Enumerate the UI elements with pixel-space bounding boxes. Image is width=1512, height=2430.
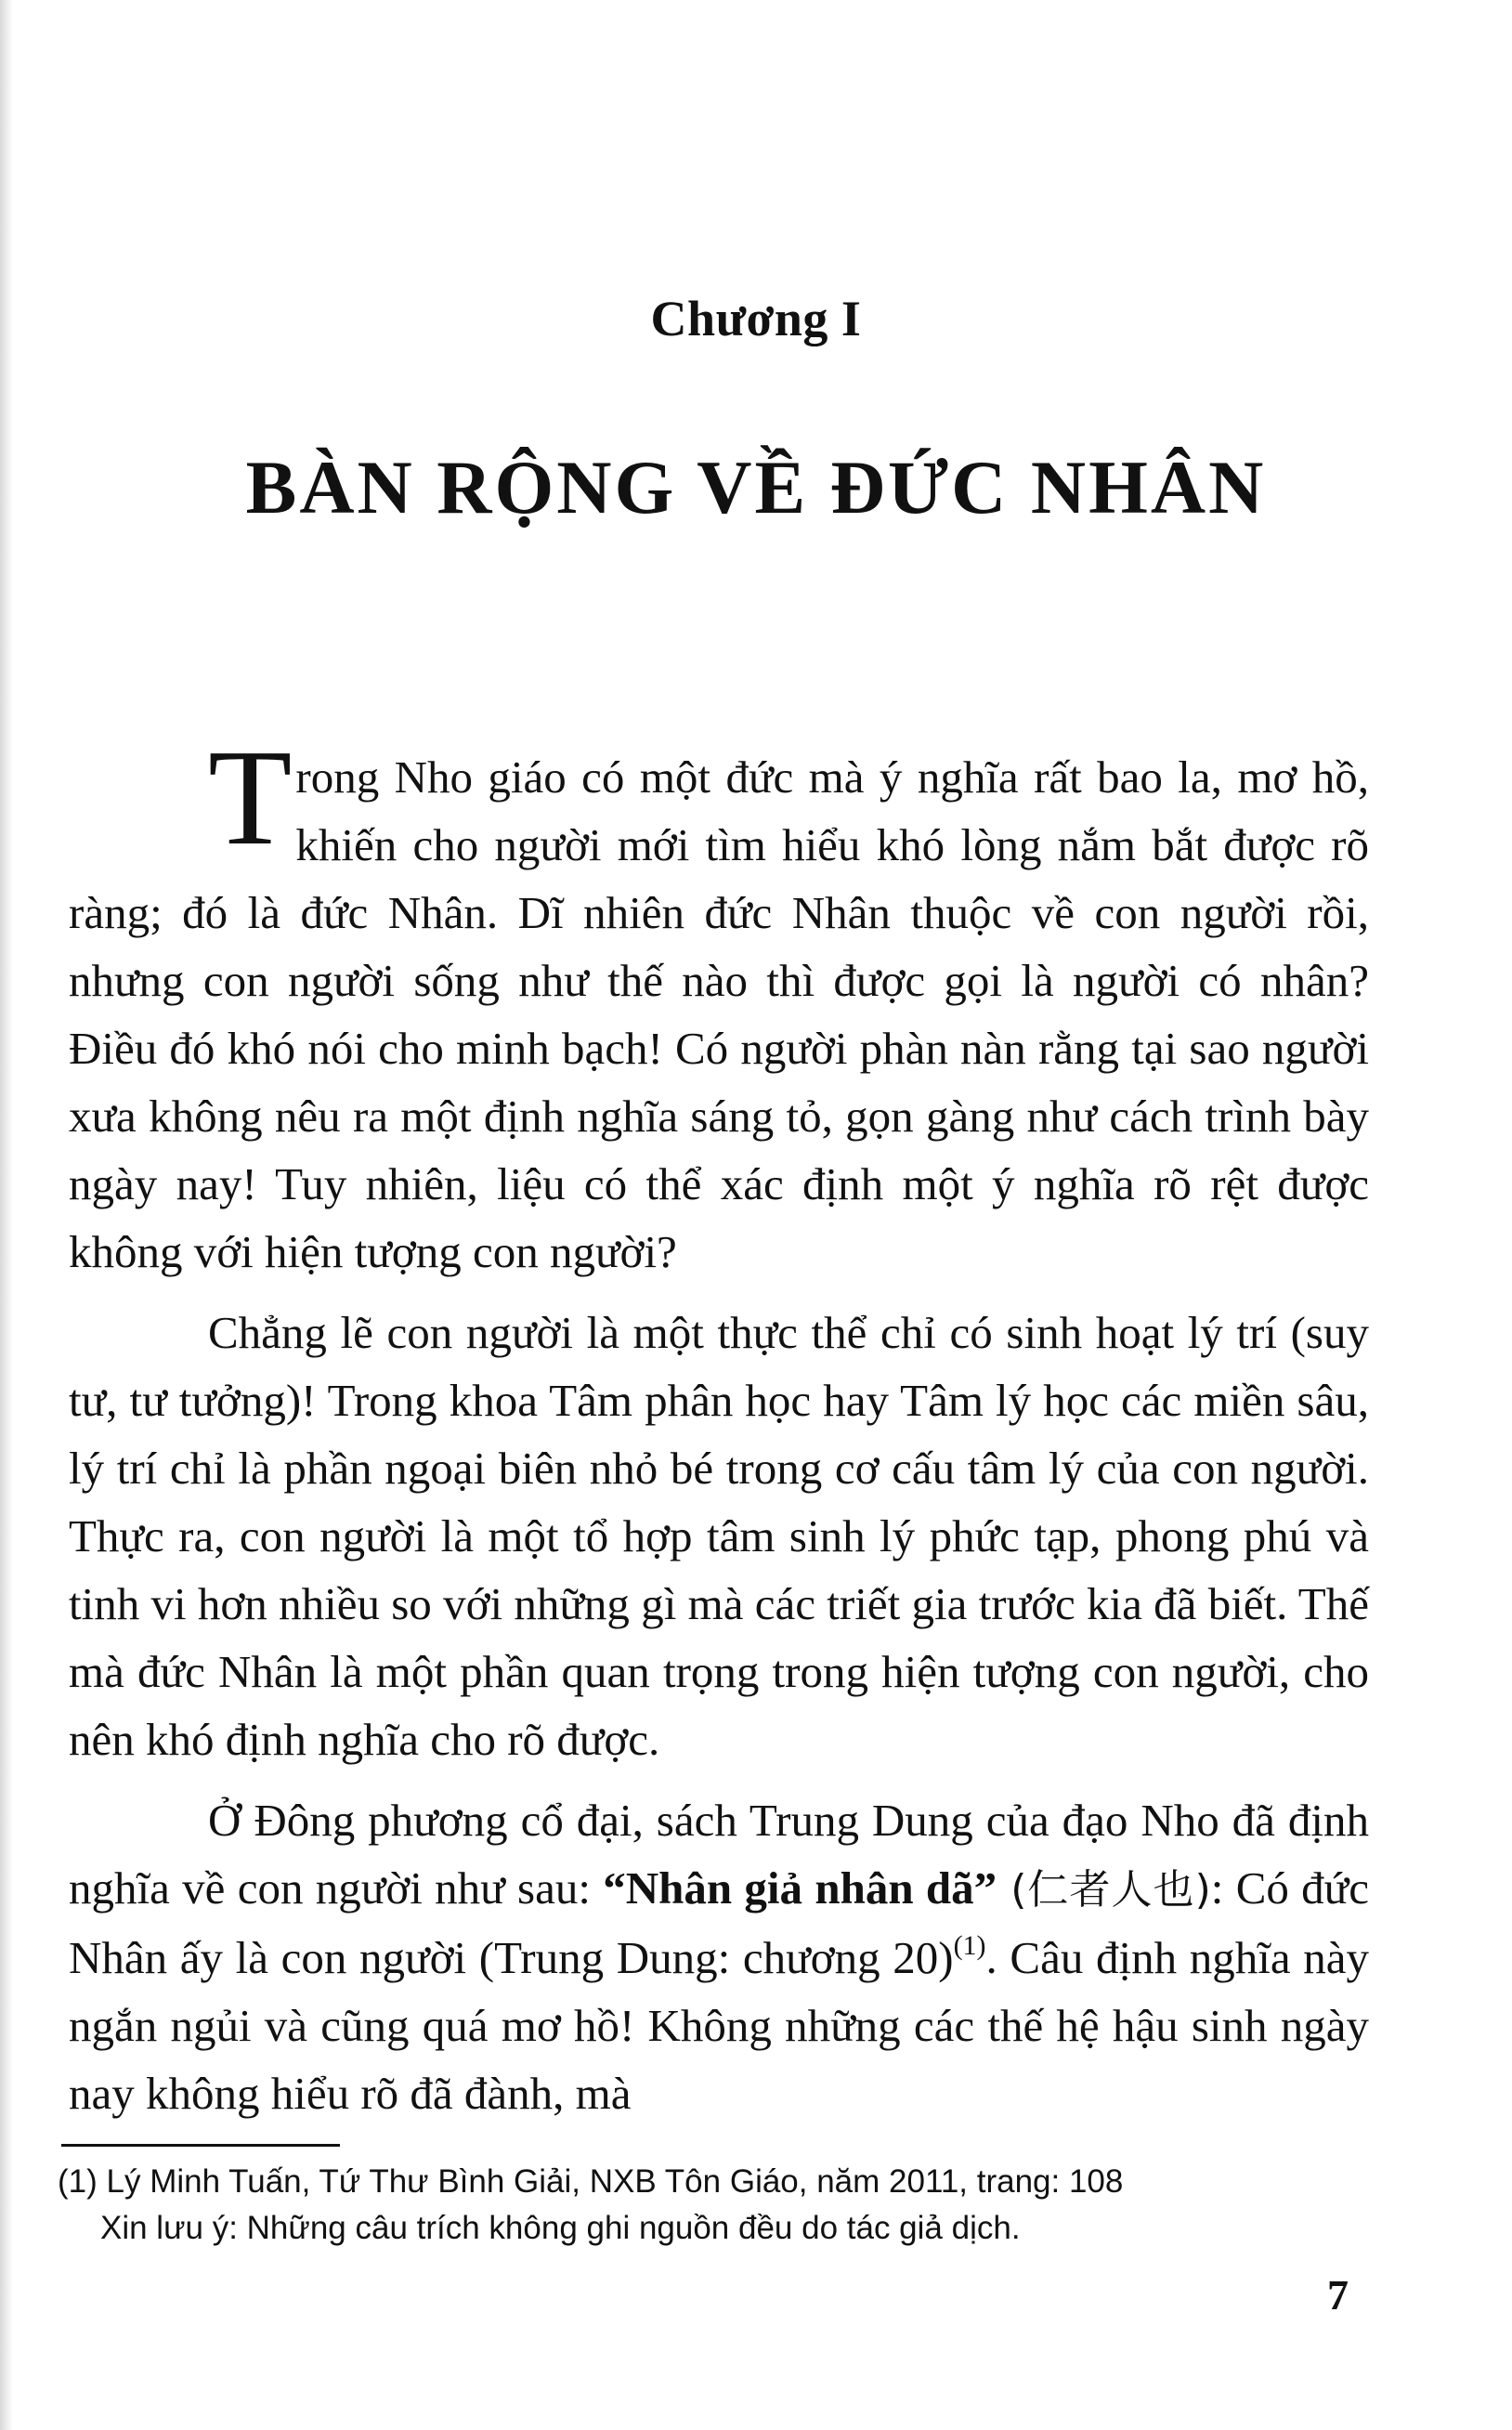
footnotes — [58, 2159, 1404, 2252]
footnote-1: (1) Lý Minh Tuấn, Tứ Thư Bình Giải, NXB Tôn Giáo, năm 2011, trang: 108 — [58, 2163, 1124, 2200]
paragraph-1 — [69, 722, 1369, 1286]
quoted-definition: “Nhân giả nhân dã” — [603, 1862, 997, 1914]
page-number: 7 — [1327, 2271, 1349, 2319]
paragraph-3-part2: : Có đức Nhân ấy là con người (Trung Dung: chương 20) — [69, 1862, 1369, 1983]
paragraph-1-text: rong Nho giáo có một đức mà ý nghĩa rất bao la, mơ hồ, khiến cho người mới tìm hiểu khó lòng nắm bắt được rõ ràng; đó là đức Nhân. Dĩ nhiên đức Nhân thuộc về con người rồi, nhưng con người sống như thế nào thì được gọi là người có nhân? Điều đó khó nói cho minh bạch! Có người phàn nàn rằng tại sao người xưa không nêu ra một định nghĩa sáng tỏ, gọn gàng như cách trình bày ngày nay! Tuy nhiên, liệu có thể xác định một ý nghĩa rõ rệt được không với hiện tượng con người? — [69, 751, 1369, 1277]
chapter-title: BÀN RỘNG VỀ ĐỨC NHÂN — [245, 445, 1267, 529]
chinese-characters: (仁者人也) — [997, 1866, 1211, 1914]
footnote-note: Xin lưu ý: Những câu trích không ghi nguồn đều do tác giả dịch. — [100, 2210, 1021, 2246]
drop-cap: T — [208, 722, 293, 874]
paragraph-3-part1: Ở Đông phương cổ đại, sách Trung Dung của đạo Nho đã định nghĩa về con người như sau: — [69, 1795, 1369, 1914]
chapter-label: Chương I — [650, 291, 862, 346]
footnote-reference: (1) — [953, 1930, 986, 1961]
body-text — [69, 722, 1369, 2127]
paragraph-3 — [69, 1786, 1369, 2127]
paragraph-2-text: Chẳng lẽ con người là một thực thể chỉ có sinh hoạt lý trí (suy tư, tư tưởng)! Trong khoa Tâm phân học hay Tâm lý học các miền sâu, lý trí chỉ là phần ngoại biên nhỏ bé trong cơ cấu tâm lý của con người. Thực ra, con người là một tổ hợp tâm sinh lý phức tạp, phong phú và tinh vi hơn nhiều so với những gì mà các triết gia trước kia đã biết. Thế mà đức Nhân là một phần quan trọng trong hiện tượng con người, cho nên khó định nghĩa cho rõ được. — [69, 1307, 1369, 1765]
footnote-divider — [61, 2144, 340, 2147]
paragraph-2 — [69, 1299, 1369, 1773]
page-edge-shadow — [0, 0, 13, 2430]
paragraph-3-part3: . Câu định nghĩa này ngắn ngủi và cũng quá mơ hồ! Không những các thế hệ hậu sinh ngày nay không hiểu rõ đã đành, mà — [69, 1932, 1369, 2119]
